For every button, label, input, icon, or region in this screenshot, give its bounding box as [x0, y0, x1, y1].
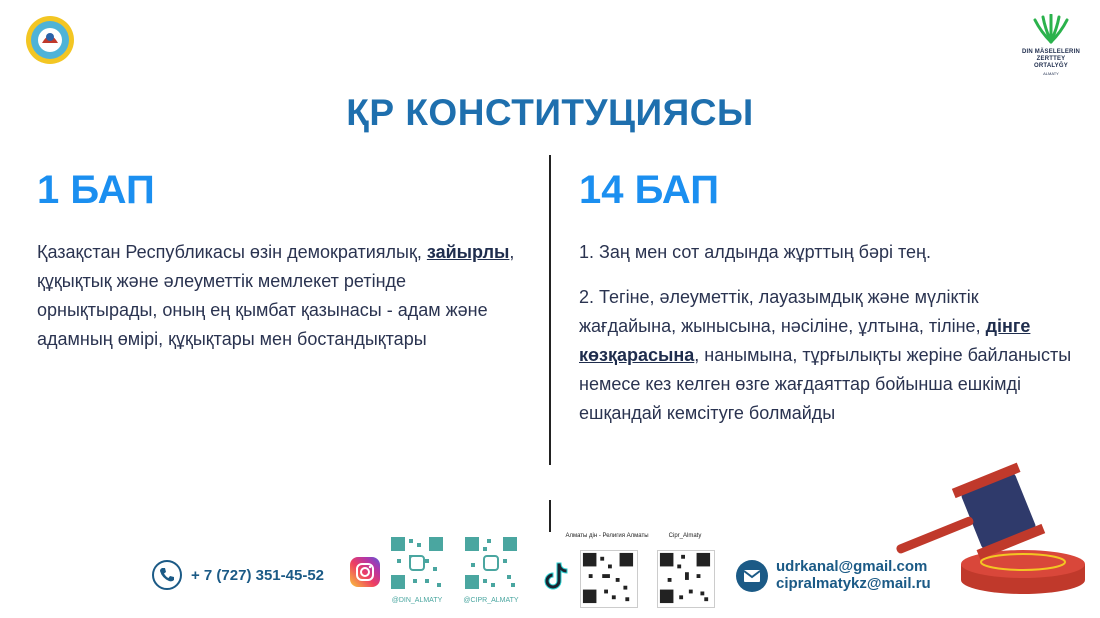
logo-line2: ZERTTEY ORTALYĞY — [1034, 56, 1068, 69]
right-item-1: 1. Заң мен сот алдында жұрттың бәрі тең. — [579, 242, 931, 262]
tiktok-qr-code-1[interactable] — [580, 550, 638, 608]
left-emphasis: зайырлы — [426, 242, 510, 262]
right-heading: 14 БАП — [579, 168, 719, 212]
left-paragraph — [37, 238, 517, 354]
leaf-icon — [1031, 14, 1071, 44]
right-item2-before: 2. Тегіне, әлеуметтік, лауазымдық және мүліктік жағдайына, жынысына, нәсіліне, ұлтына, тіліне, — [579, 287, 981, 336]
instagram-qr-code-1[interactable] — [389, 535, 445, 591]
left-text-after: , құқықтық және әлеуметтік мемлекет ретінде орнықтырады, оның ең қымбат қазынасы - адам және адамның өмірі, құқықтары мен бостандықтары — [37, 242, 515, 349]
email-1[interactable]: udrkanal@gmail.com — [776, 558, 928, 575]
phone-icon — [152, 560, 182, 590]
qr2-caption: @CIPR_ALMATY — [463, 597, 519, 604]
column-divider-lower — [549, 500, 551, 532]
qr3-caption: Алматы дін - Религия Алматы — [565, 533, 649, 539]
right-item-2 — [579, 283, 1079, 428]
logo-line1: DIN MÄSELELERIN — [1021, 49, 1080, 55]
left-text-before: Қазақстан Республикасы өзін демократиялық, — [37, 242, 422, 262]
tiktok-qr-code-2[interactable] — [657, 550, 715, 608]
right-item2-after: , нанымына, тұрғылықты жеріне байланысты немесе кез келген өзге жағдаяттар бойынша ешкімді ешқандай кемсітуге болмайды — [579, 345, 1072, 423]
qr1-caption: @DIN_ALMATY — [391, 597, 443, 604]
qr4-caption: Cipr_Almaty — [668, 533, 702, 539]
right-emphasis: дінге көзқарасына — [579, 316, 1031, 365]
almaty-emblem-logo — [25, 15, 75, 65]
instagram-icon[interactable] — [350, 557, 380, 587]
tiktok-icon[interactable] — [540, 560, 570, 592]
din-center-logo — [1020, 14, 1082, 84]
instagram-qr-code-2[interactable] — [463, 535, 519, 591]
phone-number[interactable]: + 7 (727) 351-45-52 — [191, 567, 325, 584]
email-list — [776, 558, 931, 592]
left-heading: 1 БАП — [37, 168, 155, 212]
email-2[interactable]: cipralmatykz@mail.ru — [776, 575, 931, 592]
right-paragraphs — [579, 238, 1079, 444]
page-title: ҚР КОНСТИТУЦИЯСЫ — [346, 92, 754, 133]
mail-icon — [736, 560, 768, 592]
logo-line3: ALMATY — [1043, 71, 1059, 76]
column-divider — [549, 155, 551, 465]
